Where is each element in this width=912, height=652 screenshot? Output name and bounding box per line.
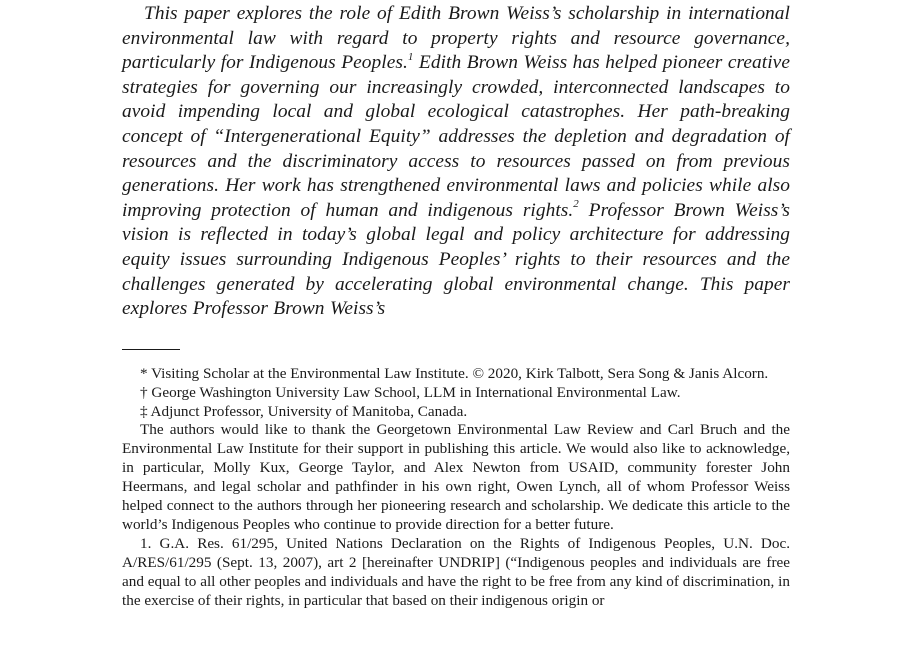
body-paragraph <box>122 2 790 322</box>
footnote-acknowledgment: The authors would like to thank the Georgetown Environmental Law Review and Carl Bruch and the Environmental Law Institute for their support in publishing this article. We would also like to acknowledge, in particular, Molly Kux, George Taylor, and Alex Newton from USAID, community forester John Heermans, and legal scholar and pathfinder in his own right, Owen Lynch, all of whom Professor Weiss helped connect to the authors through her pioneering research and scholarship. We dedicate this article to the world’s Indigenous Peoples who continue to provide direction for a better future. <box>122 421 790 533</box>
footnote-separator <box>122 349 180 350</box>
footnote-ref-2[interactable]: 2 <box>573 198 579 211</box>
footnote-author-star: * Visiting Scholar at the Environmental Law Institute. © 2020, Kirk Talbott, Sera Song & Janis Alcorn. <box>140 364 769 382</box>
footnote-author-dagger: † George Washington University Law School, LLM in International Environmental Law. <box>140 383 681 401</box>
footnote-1: 1. G.A. Res. 61/295, United Nations Declaration on the Rights of Indigenous Peoples, U.N. Doc. A/RES/61/295 (Sept. 13, 2007), art 2 [hereinafter UNDRIP] (“Indigenous peoples and individuals are free and equal to all other peoples and individuals and have the right to be free from any kind of discrimination, in the exercise of their rights, in particular that based on their indigenous origin or <box>122 534 790 609</box>
footnote-ref-1[interactable]: 1 <box>407 50 414 63</box>
paper-page <box>122 0 790 611</box>
body-text-part-3: Professor Brown Weiss’s vision is reflected in today’s global legal and policy architecture for addressing equity issues surrounding Indigenous Peoples’ rights to their resources and the challenges generated by accelerating global environmental change. This paper explores Professor Brown Weiss’s <box>122 199 790 320</box>
body-text-part-2: Edith Brown Weiss has helped pioneer creative strategies for governing our increasingly crowded, interconnected landscapes to avoid impending local and global ecological catastrophes. Her path-breaking concept of “Intergenerational Equity” addresses the depletion and degradation of resources and the discriminatory access to resources passed on from previous generations. Her work has strengthened environmental laws and policies while also improving protection of human and indigenous rights. <box>122 52 790 221</box>
body-text-part-1: This paper explores the role of Edith Brown Weiss’s scholarship in international environmental law with regard to property rights and resource governance, particularly for Indigenous Peoples. <box>122 3 790 74</box>
footnote-author-double-dagger: ‡ Adjunct Professor, University of Manitoba, Canada. <box>140 402 468 420</box>
